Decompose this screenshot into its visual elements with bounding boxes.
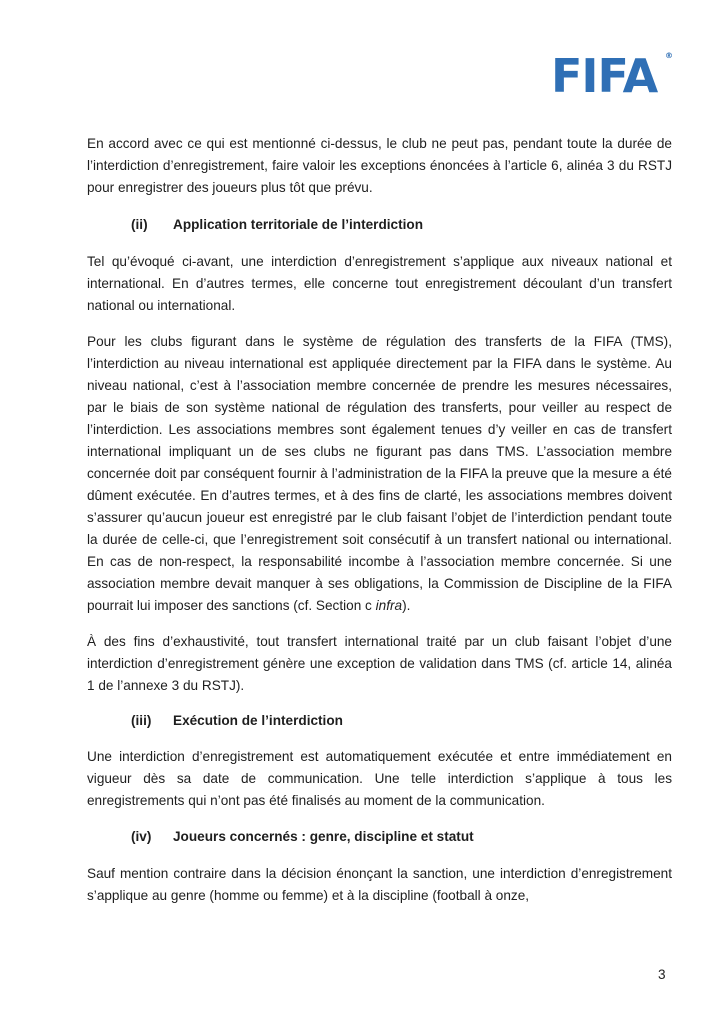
- section-number: (iv): [131, 829, 152, 844]
- paragraph-exhaustivity: À des fins d’exhaustivité, tout transfert international traité par un club faisant l’objet d’une interdiction d’enregistrement génère une exception de validation dans TMS (cf. article 14, alinéa 1 de l’annexe 3 du RSTJ).: [87, 634, 672, 693]
- paragraph-exceptions: En accord avec ce qui est mentionné ci-dessus, le club ne peut pas, pendant toute la durée de l’interdiction d’enregistrement, faire valoir les exceptions énoncées à l’article 6, alinéa 3 du RSTJ pour enregistrer des joueurs plus tôt que prévu.: [87, 136, 672, 195]
- section-number: (ii): [131, 217, 148, 232]
- registered-mark: ®: [665, 51, 673, 60]
- paragraph-tms: [87, 331, 672, 617]
- section-heading-iii: [131, 710, 343, 732]
- infra-italic: infra: [375, 598, 403, 613]
- paragraph-territorial: Tel qu’évoqué ci-avant, une interdiction d’enregistrement s’applique aux niveaux national et international. En d’autres termes, elle concerne tout enregistrement découlant d’un transfert national ou international.: [87, 254, 672, 313]
- section-heading-iv: [131, 826, 474, 848]
- paragraph-players: Sauf mention contraire dans la décision énonçant la sanction, une interdiction d’enregistrement s’applique au genre (homme ou femme) et à la discipline (football à onze,: [87, 866, 672, 903]
- paragraph-execution: Une interdiction d’enregistrement est automatiquement exécutée et entre immédiatement en vigueur dès sa date de communication. Une telle interdiction s’applique à tous les enregistrements qui n’ont pas été finalisés au moment de la communication.: [87, 749, 672, 808]
- logo-text: FIFA: [551, 49, 658, 103]
- section-title: Application territoriale de l’interdiction: [173, 217, 424, 232]
- section-title: Joueurs concernés : genre, discipline et statut: [173, 829, 474, 844]
- fifa-logo: [551, 49, 673, 103]
- paragraph-tms-text: Pour les clubs figurant dans le système de régulation des transferts de la FIFA (TMS), l’interdiction au niveau international est appliquée directement par la FIFA dans le système. Au niveau national, c’est à l’association membre concernée de prendre les mesures nécessaires, par le biais de son système national de régulation des transferts, pour veiller au respect de l’interdiction. Les associations membres sont également tenues d’y veiller en cas de transfert international impliquant un de ses clubs ne figurant pas dans TMS. L’association membre concernée doit par conséquent fournir à l’administration de la FIFA la preuve que la mesure a été dûment exécutée. En d’autres termes, et à des fins de clarté, les associations membres doivent s’assurer qu’aucun joueur est enregistré par le club faisant l’objet de l’interdiction pendant toute la durée de celle-ci, que l’enregistrement soit consécutif à un transfert national ou international. En cas de non-respect, la responsabilité incombe à l’association membre concernée. Si une association membre devait manquer à ses obligations, la Commission de Discipline de la FIFA pourrait lui imposer des sanctions (cf. Section c: [87, 334, 672, 613]
- page-number: 3: [658, 967, 666, 982]
- paragraph-tms-end: ).: [402, 598, 411, 613]
- section-heading-ii: [131, 214, 423, 236]
- section-number: (iii): [131, 713, 152, 728]
- section-title: Exécution de l’interdiction: [173, 713, 343, 728]
